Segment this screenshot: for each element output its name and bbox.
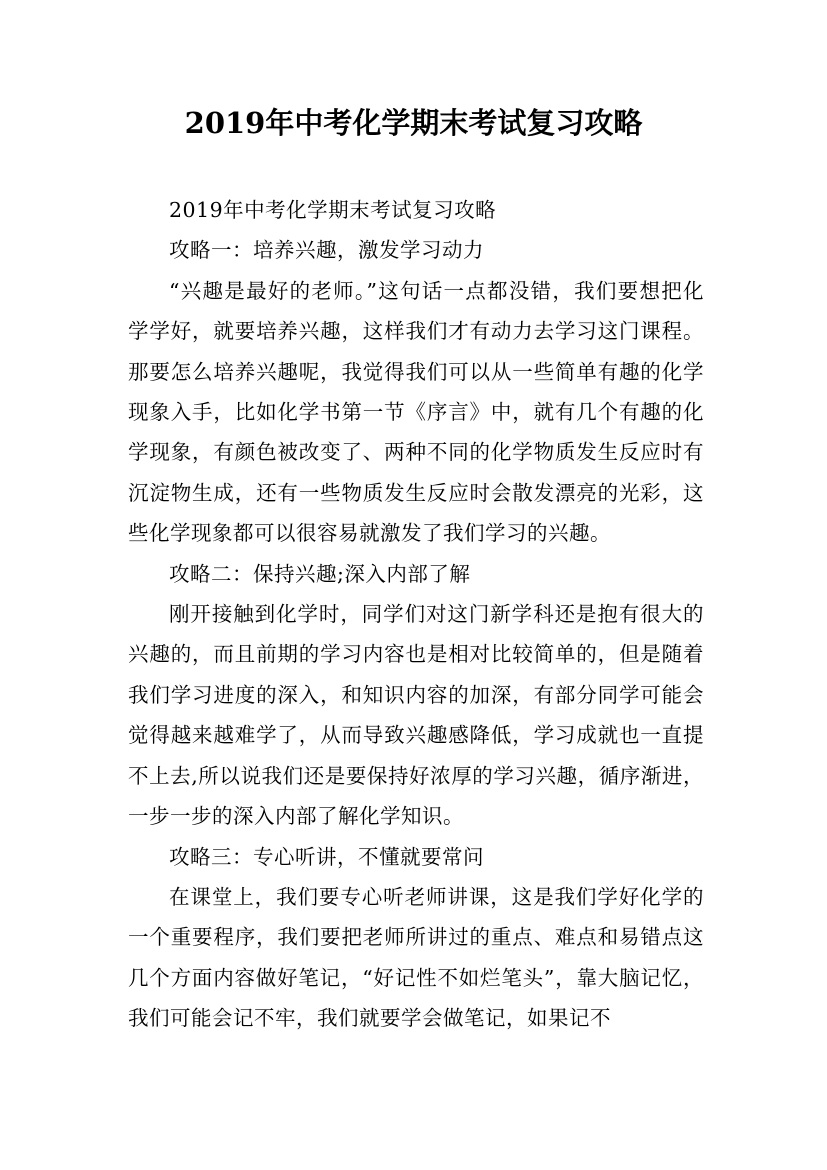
document-body xyxy=(128,190,704,1039)
section-heading-2: 攻略二：保持兴趣;深入内部了解 xyxy=(169,561,471,586)
section-heading-1: 攻略一：培养兴趣，激发学习动力 xyxy=(169,238,484,263)
body-paragraph-3: 在课堂上，我们要专心听老师讲课，这是我们学好化学的一个重要程序，我们要把老师所讲过的重点、难点和易错点这几个方面内容做好笔记，“好记性不如烂笔头”，靠大脑记忆，我们可能会记不牢，我们就要学会做笔记，如果记不 xyxy=(128,884,704,1031)
subtitle-paragraph: 2019年中考化学期末考试复习攻略 xyxy=(169,198,497,222)
body-paragraph-2: 刚开接触到化学时，同学们对这门新学科还是抱有很大的兴趣的，而且前期的学习内容也是相对比较简单的，但是随着我们学习进度的深入，和知识内容的加深，有部分同学可能会觉得越来越难学了，从而导致兴趣感降低，学习成就也一直提不上去,所以说我们还是要保持好浓厚的学习兴趣，循序渐进，一步一步的深入内部了解化学知识。 xyxy=(128,602,704,829)
document-title: 2019年中考化学期末考试复习攻略 xyxy=(184,106,643,140)
body-paragraph-1: “兴趣是最好的老师。”这句话一点都没错，我们要想把化学学好，就要培养兴趣，这样我们才有动力去学习这门课程。那要怎么培养兴趣呢，我觉得我们可以从一些简单有趣的化学现象入手，比如化学书第一节《序言》中，就有几个有趣的化学现象，有颜色被改变了、两种不同的化学物质发生反应时有沉淀物生成，还有一些物质发生反应时会散发漂亮的光彩，这些化学现象都可以很容易就激发了我们学习的兴趣。 xyxy=(128,278,704,546)
section-heading-3: 攻略三：专心听讲，不懂就要常问 xyxy=(169,844,484,869)
